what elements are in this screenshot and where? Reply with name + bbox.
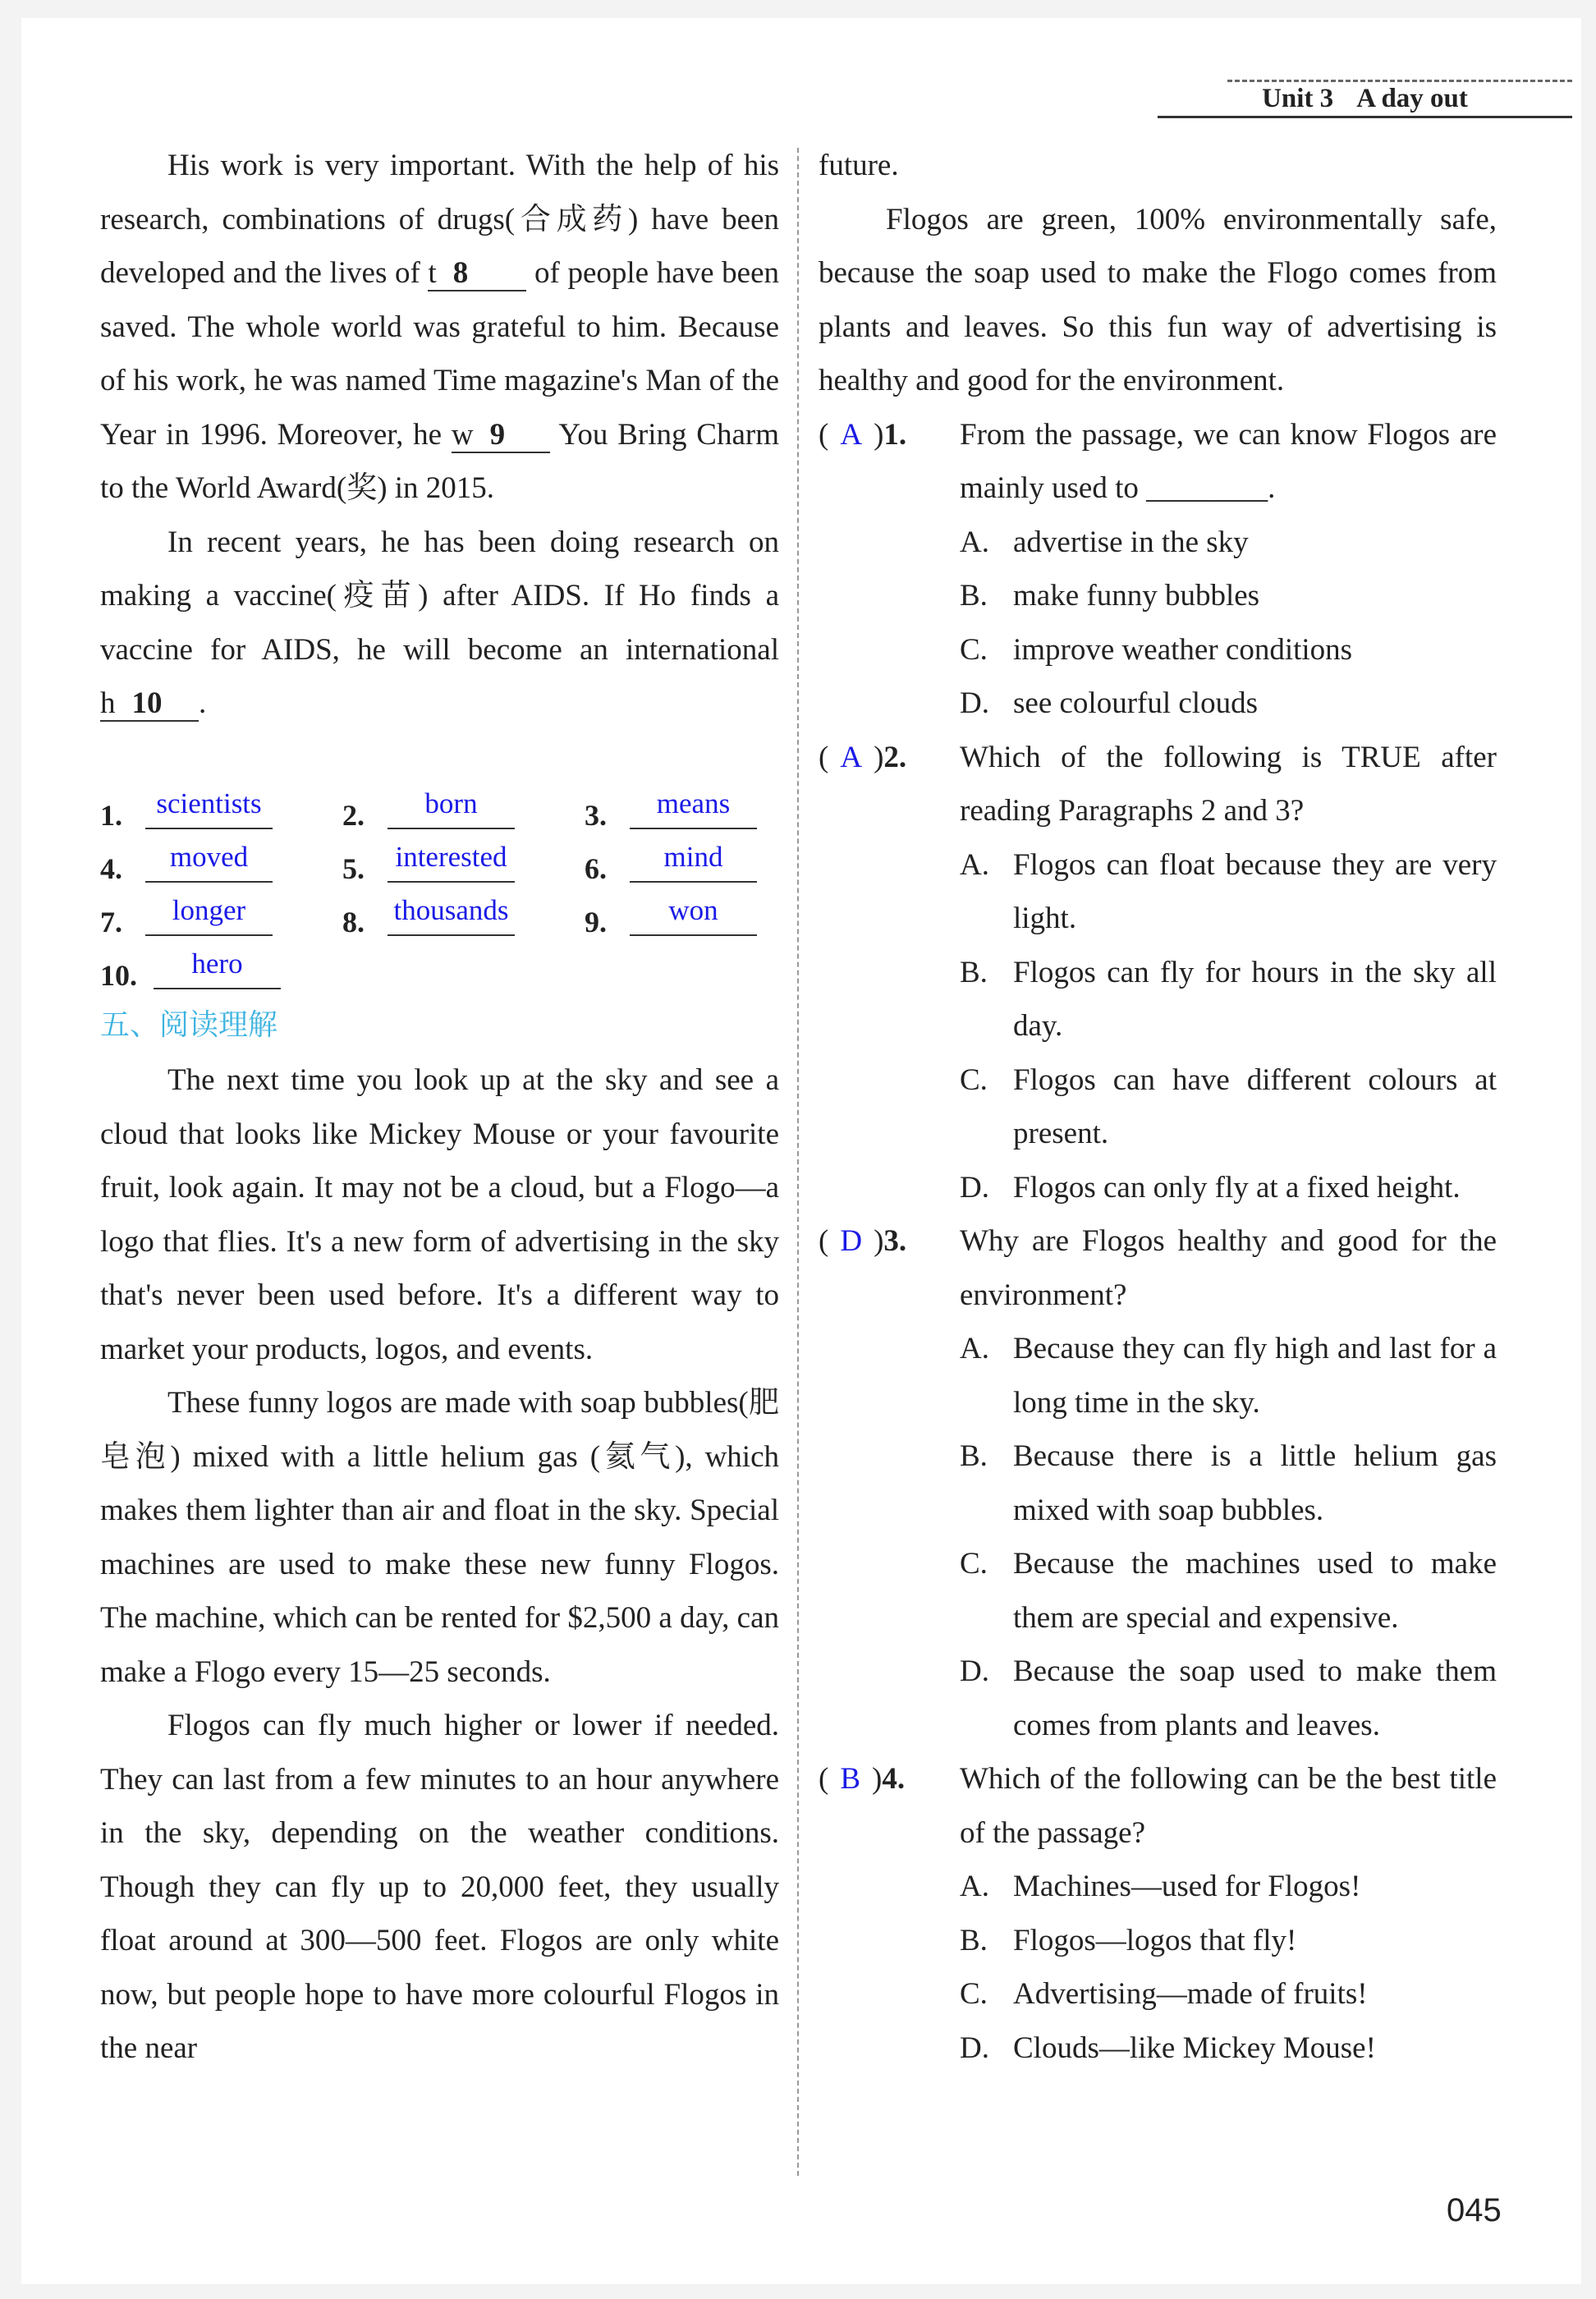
selected-answer: D [840, 1224, 863, 1258]
answer-value: interested [388, 833, 515, 883]
option-letter: C. [960, 632, 988, 667]
option [819, 677, 1497, 731]
unit-header [1158, 84, 1572, 118]
option-letter: A. [960, 525, 989, 559]
section-title: 五、阅读理解 [100, 1008, 278, 1042]
answer-number: 6. [585, 852, 607, 885]
option-text: make funny bubbles [1013, 579, 1260, 613]
option-text: Advertising—made of fruits! [1013, 1977, 1368, 2011]
option-text: Flogos can have different colours at present. [1013, 1062, 1497, 1150]
answer-bracket: ( D )3. [819, 1224, 907, 1258]
header-divider [1227, 80, 1572, 82]
option [819, 516, 1497, 570]
answer-value: born [388, 780, 515, 829]
option-letter: D. [960, 1654, 989, 1688]
selected-answer: B [840, 1762, 861, 1796]
blank: t 8 [428, 257, 526, 291]
answer-number: 9. [585, 906, 607, 938]
question [819, 408, 1497, 731]
answer-value: moved [145, 833, 273, 883]
option-text: Flogos can float because they are very light. [1013, 847, 1497, 935]
option-letter: B. [960, 1923, 988, 1957]
answer-number: 1. [100, 799, 122, 832]
answer-bracket: ( A )1. [819, 417, 907, 452]
option [819, 2021, 1497, 2076]
paragraph: The next time you look up at the sky and see a cloud that looks like Mickey Mouse or your favourite fruit, look again. It may not be a cloud, but a Flogo—a logo that flies. It's a new form of advertising in the sky that's never been used before. It's a different way to market your products, logos, and events. [100, 1063, 779, 1366]
option-letter: D. [960, 1170, 989, 1205]
answer-bracket: ( A )2. [819, 740, 907, 774]
option [819, 1914, 1497, 1968]
unit-title: A day out [1356, 84, 1468, 113]
column-divider [797, 148, 799, 2176]
option-text: Because the soap used to make them comes from plants and leaves. [1013, 1654, 1497, 1742]
option-letter: C. [960, 1977, 988, 2011]
option [819, 623, 1497, 677]
answer-value: hero [154, 940, 281, 989]
option [819, 1860, 1497, 1914]
blank: h 10 [100, 687, 199, 722]
option [819, 1967, 1497, 2021]
option-text: Clouds—like Mickey Mouse! [1013, 2031, 1376, 2065]
option-text: advertise in the sky [1013, 525, 1249, 559]
answer-number: 7. [100, 906, 122, 938]
paragraph: future. [819, 149, 899, 182]
option [819, 946, 1497, 1053]
option-text: Flogos—logos that fly! [1013, 1923, 1297, 1957]
question [819, 731, 1497, 1215]
paragraph: These funny logos are made with soap bubbles(肥皂泡) mixed with a little helium gas (氦气), which makes them lighter than air and float in the sky. Special machines are used to make these new funny Flogos. The machine, which can be rented for $2,500 a day, can make a Flogo every 15—25 seconds. [100, 1386, 779, 1689]
answer-value: scientists [145, 780, 273, 829]
option-text: Because the machines used to make them are special and expensive. [1013, 1547, 1497, 1635]
answer-value: thousands [388, 887, 515, 936]
question [819, 1752, 1497, 2075]
question-number: 2. [883, 740, 907, 774]
reading-passage [100, 1053, 779, 2076]
page-number: 045 [1447, 2192, 1502, 2228]
option-text: Flogos can only fly at a fixed height. [1013, 1170, 1461, 1205]
option-letter: B. [960, 579, 988, 613]
option-letter: C. [960, 1062, 988, 1097]
question [819, 1214, 1497, 1752]
question-text: From the passage, we can know Flogos are mainly used to ________. [960, 417, 1497, 505]
option-text: improve weather conditions [1013, 632, 1353, 667]
blank: w 9 [452, 419, 550, 453]
option-letter: A. [960, 1870, 989, 1903]
answer-number: 10. [100, 959, 137, 992]
option [819, 1537, 1497, 1645]
option-letter: D. [960, 2031, 989, 2065]
option [819, 1053, 1497, 1161]
answer-value: mind [630, 833, 757, 883]
question-number: 3. [883, 1224, 907, 1258]
option-letter: A. [960, 847, 989, 882]
option [819, 1429, 1497, 1537]
option-text: see colourful clouds [1013, 686, 1258, 720]
option [819, 569, 1497, 623]
paragraph: Flogos are green, 100% environmentally safe, because the soap used to make the Flogo comes from plants and leaves. So this fun way of advertising is healthy and good for the environment. [819, 202, 1497, 397]
option-text: Flogos can fly for hours in the sky all day. [1013, 955, 1497, 1043]
option [819, 1322, 1497, 1429]
paragraph: Flogos can fly much higher or lower if needed. They can last from a few minutes to an hour anywhere in the sky, depending on the weather conditions. Though they can fly up to 20,000 feet, they usually float around at 300—500 feet. Flogos are only white now, but people hope to have more colourful Flogos in the near [100, 1709, 779, 2065]
option-text: Machines—used for Flogos! [1013, 1870, 1361, 1903]
answer-value: won [630, 887, 757, 936]
option-letter: C. [960, 1547, 988, 1581]
unit-number: Unit 3 [1262, 84, 1334, 113]
selected-answer: A [840, 740, 863, 774]
question-text: Why are Flogos healthy and good for the environment? [960, 1224, 1497, 1312]
option-letter: B. [960, 1439, 988, 1473]
answer-number: 4. [100, 852, 122, 885]
selected-answer: A [840, 417, 863, 452]
option-text: Because there is a little helium gas mixed with soap bubbles. [1013, 1439, 1497, 1527]
answer-value: longer [145, 887, 273, 936]
paragraph: In recent years, he has been doing research on making a vaccine(疫苗) after AIDS. If Ho finds a vaccine for AIDS, he will become an international h 10 . [100, 525, 779, 720]
question-text: Which of the following is TRUE after reading Paragraphs 2 and 3? [960, 740, 1497, 828]
answer-number: 3. [585, 799, 607, 832]
question-number: 1. [883, 417, 907, 452]
option [819, 1645, 1497, 1752]
option [819, 1161, 1497, 1215]
right-column [819, 139, 1497, 2075]
answer-number: 8. [342, 906, 365, 938]
paragraph: His work is very important. With the help of his research, combinations of drugs(合成药) have been developed and the lives of t 8 of people have been saved. The whole world was grateful to him. Because of his work, he was named Time magazine's Man of the Year in 1996. Moreover, he w 9 You Bring Charm to the World Award(奖) in 2015. [100, 149, 779, 505]
option-letter: A. [960, 1332, 989, 1365]
answer-number: 5. [342, 852, 365, 885]
answer-value: means [630, 780, 757, 829]
option-text: Because they can fly high and last for a long time in the sky. [1013, 1332, 1497, 1420]
option-letter: D. [960, 686, 989, 720]
answer-number: 2. [342, 799, 365, 832]
option [819, 838, 1497, 946]
left-column [100, 139, 779, 731]
option-letter: B. [960, 955, 988, 989]
question-number: 4. [882, 1762, 906, 1796]
answer-bracket: ( B )4. [819, 1762, 906, 1796]
question-text: Which of the following can be the best title of the passage? [960, 1762, 1497, 1850]
